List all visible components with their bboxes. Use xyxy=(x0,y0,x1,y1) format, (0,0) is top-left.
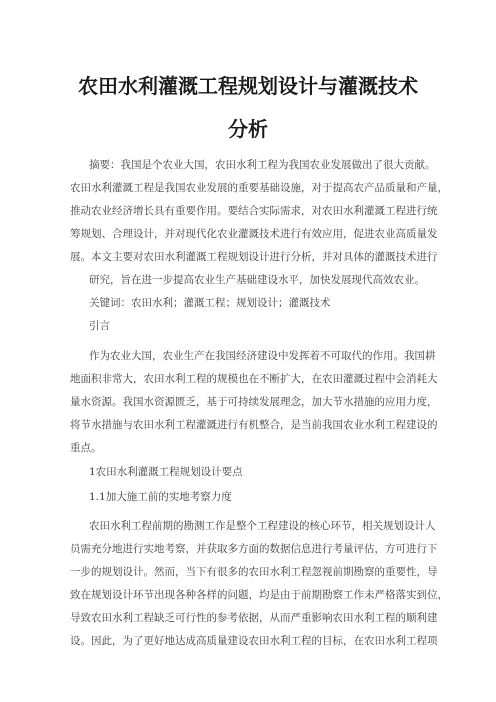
intro-line: 重点。 xyxy=(70,442,102,454)
abstract-line: 展。本文主要对农田水利灌溉工程规划设计进行分析，并对具体的灌溉技术进行 xyxy=(70,251,438,263)
section-1-1-line: 农田水利工程前期的勘测工作是整个工程建设的核心环节，相关规划设计人 xyxy=(89,520,436,532)
abstract-line: 农田水利灌溉工程是我国农业发展的重要基础设施，对于提高农产品质量和产量， xyxy=(70,182,448,194)
intro-line: 量水资源。我国水资源匮乏，基于可持续发展理念，加大节水措施的应用力度， xyxy=(70,396,438,408)
section-1-heading: 1农田水利灌溉工程规划设计要点 xyxy=(89,466,243,478)
abstract-line: 研究，旨在进一步提高农业生产基础建设水平，加快发展现代高效农业。 xyxy=(89,274,425,286)
abstract-line: 摘要：我国是个农业大国，农田水利工程为我国农业发展做出了很大贡献。 xyxy=(89,159,436,171)
section-1-1-line: 设。因此，为了更好地达成高质量建设农田水利工程的目标，在农田水利工程项 xyxy=(70,635,438,647)
intro-line: 作为农业大国，农业生产在我国经济建设中发挥着不可取代的作用。我国耕 xyxy=(89,350,436,362)
section-1-1-line: 导致农田水利工程缺乏可行性的参考依据，从而严重影响农田水利工程的顺利建 xyxy=(70,612,438,624)
section-1-1-line: 员需充分地进行实地考察，并获取多方面的数据信息进行考量评估，方可进行下 xyxy=(70,543,438,555)
section-1-1-line: 致在规划设计环节出现各种各样的问题，均是由于前期勘察工作未严格落实到位， xyxy=(70,589,448,601)
section-1-1-line: 一步的规划设计。然而，当下有很多的农田水利工程忽视前期勘察的重要性，导 xyxy=(70,566,438,578)
section-1-1-heading: 1.1加大施工前的实地考察力度 xyxy=(89,491,232,503)
keywords: 关键词：农田水利；灌溉工程；规划设计；灌溉技术 xyxy=(89,297,331,309)
abstract-line: 筹规划、合理设计，并对现代化农业灌溉技术进行有效应用，促进农业高质量发 xyxy=(70,228,438,240)
intro-heading: 引言 xyxy=(89,320,110,332)
document-title-line-2: 分析 xyxy=(228,117,268,141)
intro-line: 将节水措施与农田水利工程灌溉进行有机整合，是当前我国农业水利工程建设的 xyxy=(70,419,438,431)
document-title-line-1: 农田水利灌溉工程规划设计与灌溉技术 xyxy=(78,74,418,98)
intro-line: 地面积非常大，农田水利工程的规模也在不断扩大，在农田灌溉过程中会消耗大 xyxy=(70,373,438,385)
abstract-line: 推动农业经济增长具有重要作用。要结合实际需求，对农田水利灌溉工程进行统 xyxy=(70,205,438,217)
